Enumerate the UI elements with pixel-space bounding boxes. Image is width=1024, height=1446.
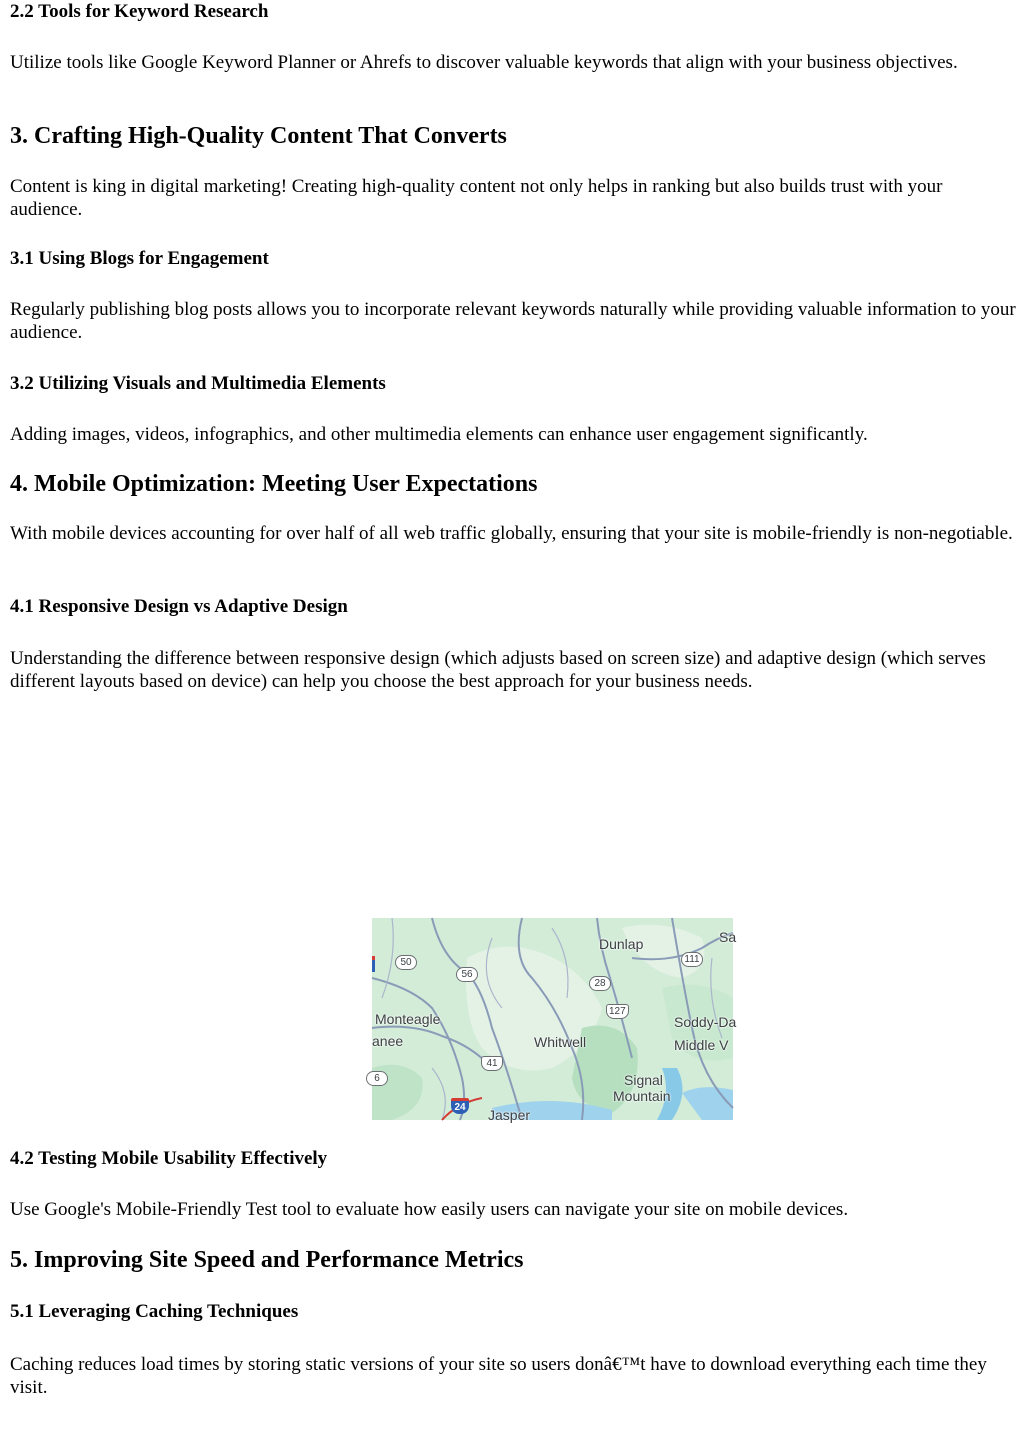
- heading-3: 3. Crafting High-Quality Content That Converts: [10, 123, 507, 149]
- map-label-dunlap: Dunlap: [599, 936, 644, 952]
- paragraph-3: Content is king in digital marketing! Creating high-quality content not only helps in ranking but also builds trust with your audience.: [10, 176, 943, 220]
- paragraph-3-2: Adding images, videos, infographics, and other multimedia elements can enhance user engagement significantly.: [10, 424, 868, 445]
- paragraph-5-1: Caching reduces load times by storing static versions of your site so users donâ€™t have to download everything each time they visit.: [10, 1354, 987, 1398]
- map-label-monteagle: Monteagle: [375, 1011, 441, 1027]
- paragraph-4-2: Use Google's Mobile-Friendly Test tool to evaluate how easily users can navigate your site on mobile devices.: [10, 1199, 849, 1220]
- map-label-mountain: Mountain: [613, 1088, 671, 1104]
- map-label-whitwell: Whitwell: [534, 1034, 587, 1050]
- route-111-shield: 111: [681, 952, 703, 967]
- heading-3-2: 3.2 Utilizing Visuals and Multimedia Elements: [10, 373, 386, 394]
- heading-5-1: 5.1 Leveraging Caching Techniques: [10, 1301, 299, 1322]
- heading-3-1: 3.1 Using Blogs for Engagement: [10, 248, 269, 269]
- route-56-shield: 56: [456, 967, 478, 982]
- route-50-shield: 50: [395, 955, 417, 970]
- route-41-shield: 41: [481, 1056, 503, 1071]
- paragraph-4-1: Understanding the difference between responsive design (which adjusts based on screen size) and adaptive design (which serves different layouts based on device) can help you choose the best approach for your business needs.: [10, 648, 986, 692]
- paragraph-4: With mobile devices accounting for over half of all web traffic globally, ensuring that your site is mobile-friendly is non-negotiable.: [10, 523, 1013, 544]
- map-label-sa: Sa: [719, 929, 737, 945]
- interstate-24-shield: 24: [451, 1098, 469, 1114]
- map-label-signal: Signal: [624, 1072, 663, 1088]
- paragraph-3-1: Regularly publishing blog posts allows you to incorporate relevant keywords naturally while providing valuable information to your audience.: [10, 299, 1016, 343]
- map-image: [372, 918, 737, 1123]
- heading-4-2: 4.2 Testing Mobile Usability Effectively: [10, 1148, 328, 1169]
- map-label-middle-valley: Middle V: [674, 1037, 729, 1053]
- route-127-shield: 127: [606, 1004, 629, 1019]
- map-label-jasper: Jasper: [488, 1107, 531, 1123]
- paragraph-2-2: Utilize tools like Google Keyword Planner or Ahrefs to discover valuable keywords that align with your business objectives.: [10, 52, 958, 73]
- route-28-shield: 28: [589, 976, 611, 991]
- heading-2-2: 2.2 Tools for Keyword Research: [10, 1, 269, 22]
- heading-4-1: 4.1 Responsive Design vs Adaptive Design: [10, 596, 348, 617]
- route-6-shield: 6: [366, 1071, 388, 1086]
- map-label-soddy-daisy: Soddy-Da: [674, 1014, 737, 1030]
- map-label-anee: anee: [372, 1033, 404, 1049]
- heading-5: 5. Improving Site Speed and Performance Metrics: [10, 1247, 524, 1273]
- heading-4: 4. Mobile Optimization: Meeting User Expectations: [10, 471, 538, 497]
